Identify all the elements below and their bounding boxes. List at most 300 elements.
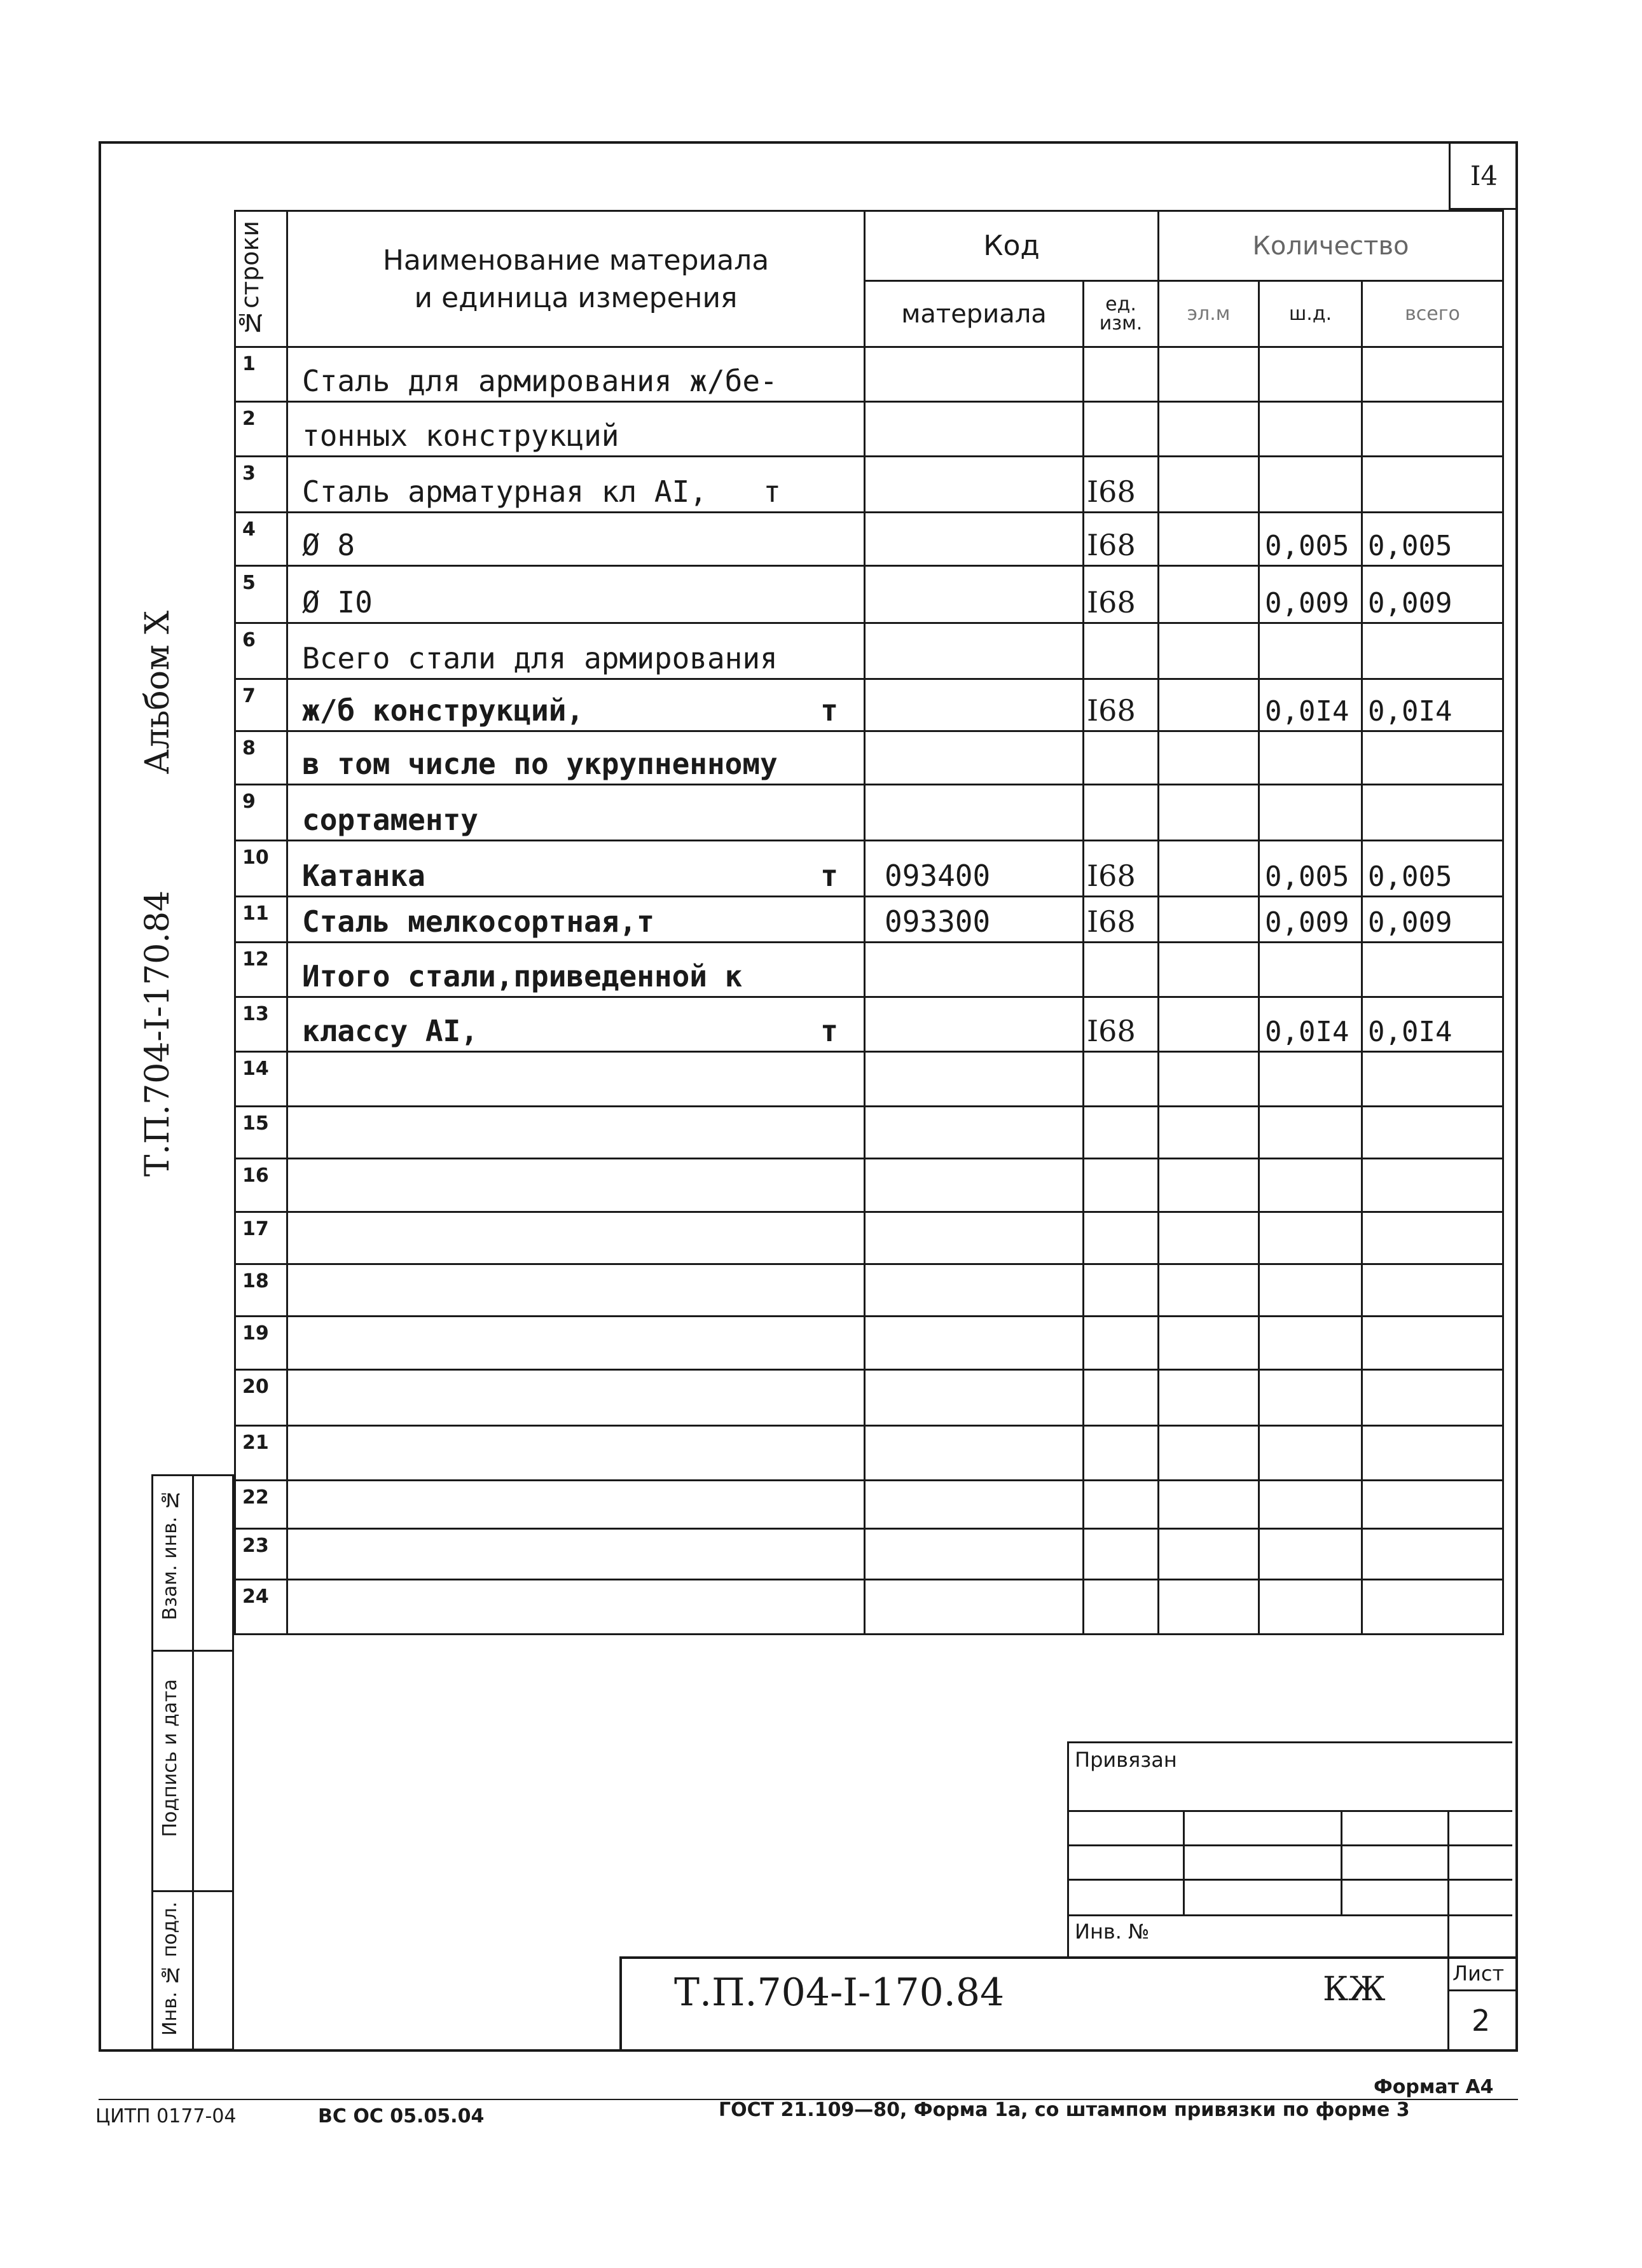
stamp-top-border [1067,1741,1512,1743]
row-unit-code [1084,457,1159,513]
row-number [235,457,287,513]
table-row [235,679,1503,731]
row-qty-3 [1362,679,1503,731]
row-qty-1 [1159,841,1259,897]
row-material-code [865,347,1084,402]
header-qty-col1-label: эл.м [1187,302,1231,325]
table-row [235,841,1503,897]
row-name-text: Сталь мелкосортная,т [302,904,654,939]
titleblock-left [619,1956,622,2052]
row-qty-1 [1159,997,1259,1052]
row-unit-letter: т [820,1014,838,1048]
row-qty-1 [1159,1370,1259,1426]
row-name [287,513,865,566]
table-row [235,997,1503,1052]
row-qty-2-text: 0,0I4 [1265,1016,1349,1048]
header-code-unit-label: ед. изм. [1099,293,1143,335]
row-material-code [865,1212,1084,1264]
table-row [235,1107,1503,1159]
row-qty-2 [1259,1580,1362,1635]
row-name [287,1426,865,1481]
titleblock-code: Т.П.704-I-170.84 [674,1970,1005,2015]
row-qty-1 [1159,1052,1259,1107]
table-row [235,1159,1503,1212]
row-qty-2 [1259,513,1362,566]
row-qty-1 [1159,347,1259,402]
header-qty-col3 [1362,281,1503,347]
row-name [287,1481,865,1529]
stamp-vline-1 [1183,1810,1185,1916]
corner-sheet-number: I4 [1470,160,1498,191]
row-qty-3-text: 0,005 [1368,530,1452,562]
footer-format: Формат А4 [1374,2076,1494,2098]
row-qty-2 [1259,347,1362,402]
row-number-text: 6 [242,629,256,651]
row-qty-3 [1362,1529,1503,1580]
row-qty-1 [1159,566,1259,623]
row-name [287,1580,865,1635]
table-row [235,1580,1503,1635]
row-unit-code [1084,623,1159,679]
row-qty-3 [1362,1052,1503,1107]
footer-left-code: ЦИТП 0177-04 [95,2105,237,2127]
row-qty-2-text: 0,009 [1265,906,1349,939]
row-unit-code [1084,1529,1159,1580]
row-material-code [865,1052,1084,1107]
header-code-group-label: Код [983,230,1040,262]
header-qty-col1 [1159,281,1259,347]
row-qty-3-text: 0,0I4 [1368,695,1452,728]
row-qty-3 [1362,1212,1503,1264]
row-name [287,1052,865,1107]
row-qty-1 [1159,1107,1259,1159]
row-number-text: 2 [242,408,256,430]
row-material-code [865,1264,1084,1317]
row-qty-2-text: 0,009 [1265,587,1349,619]
row-qty-3 [1362,347,1503,402]
row-number-text: 21 [242,1432,269,1454]
table-row [235,513,1503,566]
row-unit-code [1084,841,1159,897]
row-qty-2 [1259,1370,1362,1426]
row-name [287,841,865,897]
row-material-code [865,841,1084,897]
row-unit-code-text: I68 [1087,1014,1136,1048]
row-number [235,943,287,997]
row-name [287,1212,865,1264]
row-qty-1 [1159,1159,1259,1212]
row-qty-2 [1259,1159,1362,1212]
row-name [287,1264,865,1317]
row-material-code [865,1370,1084,1426]
row-number [235,897,287,943]
side-inner-line [192,1474,194,2050]
row-name [287,623,865,679]
titleblock-sheet-divider [1447,1956,1449,2052]
row-name-text: Всего стали для армирования [302,641,778,675]
row-qty-3-text: 0,0I4 [1368,1016,1452,1048]
row-unit-code-text: I68 [1087,585,1136,619]
row-qty-1 [1159,1212,1259,1264]
header-row-number-label: №строки [236,221,264,337]
row-qty-3 [1362,1481,1503,1529]
row-unit-code [1084,997,1159,1052]
row-number [235,1317,287,1370]
row-unit-code [1084,1107,1159,1159]
row-name [287,1159,865,1212]
row-unit-code-text: I68 [1087,528,1136,562]
row-name [287,1370,865,1426]
row-qty-2 [1259,679,1362,731]
row-number-text: 22 [242,1486,269,1509]
row-name [287,785,865,841]
row-material-code [865,457,1084,513]
row-unit-code [1084,943,1159,997]
row-qty-3 [1362,943,1503,997]
row-qty-3 [1362,841,1503,897]
row-material-code [865,1481,1084,1529]
table-row [235,943,1503,997]
stamp-inv-no: Инв. № [1075,1919,1150,1944]
row-qty-1 [1159,897,1259,943]
row-unit-code [1084,1481,1159,1529]
row-unit-letter: т [820,693,838,728]
row-material-code [865,1580,1084,1635]
row-qty-3 [1362,566,1503,623]
row-material-code-text: 093400 [885,859,991,893]
row-qty-2-text: 0,005 [1265,861,1349,893]
row-unit-letter: т [820,859,838,893]
row-material-code-text: 093300 [885,904,991,939]
row-material-code [865,943,1084,997]
row-qty-1 [1159,402,1259,457]
row-unit-code [1084,1580,1159,1635]
row-number [235,1426,287,1481]
row-unit-letter: т [763,474,781,509]
row-number [235,1212,287,1264]
row-unit-code-text: I68 [1087,474,1136,509]
row-number-text: 3 [242,462,256,485]
header-code-group [865,211,1159,281]
row-number [235,347,287,402]
titleblock-mark: КЖ [1323,1970,1386,2009]
row-name [287,943,865,997]
row-number-text: 11 [242,902,269,925]
row-number-text: 17 [242,1218,269,1240]
stamp-hline-3 [1067,1879,1512,1881]
header-qty-col3-label: всего [1405,302,1460,325]
row-name [287,1107,865,1159]
row-number [235,679,287,731]
row-qty-1 [1159,457,1259,513]
side-inv-podl-label: Инв. № подл. [159,1902,181,2036]
row-qty-2 [1259,731,1362,785]
titleblock-sheet-hline [1447,1989,1516,1991]
table-row [235,785,1503,841]
footer-left-code2: ВС ОС 05.05.04 [318,2105,485,2127]
row-unit-code [1084,1159,1159,1212]
row-name [287,897,865,943]
stamp-vline-3 [1447,1810,1449,1958]
header-qty-col2-label: ш.д. [1288,302,1332,325]
header-code-material [865,281,1084,347]
header-code-unit [1084,281,1159,347]
row-qty-3 [1362,513,1503,566]
table-row [235,1052,1503,1107]
row-number [235,731,287,785]
row-number-text: 5 [242,572,256,594]
row-number [235,402,287,457]
row-name-text: Катанка [302,859,425,893]
row-unit-code [1084,731,1159,785]
row-qty-1 [1159,731,1259,785]
materials-table [234,210,1504,1635]
row-name [287,1317,865,1370]
row-qty-3 [1362,1580,1503,1635]
row-qty-3 [1362,1370,1503,1426]
row-unit-code [1084,1052,1159,1107]
table-row [235,1426,1503,1481]
row-qty-2 [1259,1529,1362,1580]
table-row [235,1481,1503,1529]
corner-sheet-box [1449,141,1517,210]
row-qty-2 [1259,1107,1362,1159]
row-qty-2 [1259,1264,1362,1317]
titleblock-top [619,1956,1516,1959]
row-qty-3 [1362,731,1503,785]
row-qty-2 [1259,1317,1362,1370]
row-qty-1 [1159,1580,1259,1635]
row-number [235,1052,287,1107]
row-name [287,402,865,457]
row-number [235,1159,287,1212]
album-code: Т.П.704-I-170.84 [139,890,177,1177]
side-podpis-label: Подпись и дата [159,1679,181,1837]
row-unit-code-text: I68 [1087,693,1136,728]
row-qty-2 [1259,997,1362,1052]
row-unit-code [1084,679,1159,731]
row-material-code [865,897,1084,943]
row-name-text: тонных конструкций [302,418,619,453]
row-material-code [865,785,1084,841]
row-qty-1 [1159,943,1259,997]
row-qty-2 [1259,402,1362,457]
row-name [287,347,865,402]
header-qty-group-label: Количество [1252,231,1409,261]
row-qty-1 [1159,1264,1259,1317]
row-number [235,997,287,1052]
row-number-text: 12 [242,948,269,971]
row-number-text: 9 [242,791,256,813]
row-unit-code [1084,566,1159,623]
row-unit-code [1084,402,1159,457]
row-material-code [865,402,1084,457]
row-material-code [865,731,1084,785]
titleblock-sheet-label: Лист [1452,1961,1505,1986]
stamp-hline-1 [1067,1810,1512,1812]
row-material-code [865,997,1084,1052]
row-qty-2-text: 0,0I4 [1265,695,1349,728]
row-name [287,1529,865,1580]
row-name [287,566,865,623]
row-material-code [865,1159,1084,1212]
row-number [235,1107,287,1159]
row-number [235,513,287,566]
table-row [235,1317,1503,1370]
row-qty-1 [1159,785,1259,841]
header-code-material-label: материала [901,299,1047,329]
table-row [235,897,1503,943]
header-row-number [235,211,287,347]
table-row [235,731,1503,785]
row-qty-1 [1159,513,1259,566]
table-row [235,457,1503,513]
row-qty-3 [1362,997,1503,1052]
row-unit-code [1084,897,1159,943]
row-name-text: ж/б конструкций, [302,693,584,728]
row-number-text: 1 [242,353,256,375]
row-name [287,997,865,1052]
row-qty-2 [1259,1052,1362,1107]
row-qty-3 [1362,785,1503,841]
row-qty-1 [1159,1426,1259,1481]
header-name-line2: и единица измерения [414,281,738,314]
album-name: Альбом X [139,611,177,775]
row-number-text: 10 [242,847,269,869]
row-name-text: классу AI, [302,1014,478,1048]
row-qty-3-text: 0,005 [1368,861,1452,893]
header-qty-group [1159,211,1503,281]
row-unit-code-text: I68 [1087,859,1136,893]
row-material-code [865,623,1084,679]
row-qty-3 [1362,402,1503,457]
row-name-text: Ø 8 [302,528,355,562]
row-material-code [865,1107,1084,1159]
table-row [235,566,1503,623]
row-number [235,566,287,623]
row-qty-3 [1362,1317,1503,1370]
row-name [287,457,865,513]
row-unit-code [1084,1212,1159,1264]
row-number-text: 14 [242,1058,269,1080]
row-qty-1 [1159,1481,1259,1529]
row-number [235,1529,287,1580]
row-qty-2 [1259,1212,1362,1264]
row-name [287,731,865,785]
table-row [235,623,1503,679]
row-qty-3 [1362,897,1503,943]
row-unit-code [1084,513,1159,566]
row-qty-2 [1259,897,1362,943]
header-name [287,211,865,347]
row-number-text: 20 [242,1376,269,1398]
row-qty-1 [1159,623,1259,679]
row-qty-3-text: 0,009 [1368,587,1452,619]
row-number-text: 16 [242,1165,269,1187]
row-name-text: Сталь для армирования ж/бе- [302,364,778,398]
row-material-code [865,679,1084,731]
row-number-text: 13 [242,1003,269,1025]
row-number [235,1370,287,1426]
row-name-text: Итого стали,приведенной к [302,959,743,993]
stamp-hline-4 [1067,1914,1512,1916]
header-qty-col2 [1259,281,1362,347]
row-qty-2 [1259,943,1362,997]
row-number-text: 15 [242,1112,269,1135]
table-row [235,1529,1503,1580]
row-name-text: Сталь арматурная кл AI, [302,474,707,509]
row-name-text: Ø I0 [302,585,373,619]
table-row [235,1212,1503,1264]
row-unit-code-text: I68 [1087,904,1136,939]
row-number-text: 8 [242,737,256,759]
row-qty-3 [1362,623,1503,679]
row-name-text: в том числе по укрупненному [302,747,778,781]
row-qty-3 [1362,1159,1503,1212]
row-name-text: сортаменту [302,803,478,837]
row-number-text: 4 [242,518,256,541]
row-qty-3 [1362,1426,1503,1481]
row-material-code [865,1529,1084,1580]
row-name [287,679,865,731]
row-qty-3 [1362,1107,1503,1159]
row-qty-2 [1259,1481,1362,1529]
stamp-left-border [1067,1741,1069,1958]
row-unit-code [1084,785,1159,841]
table-row [235,1264,1503,1317]
row-qty-2 [1259,623,1362,679]
row-qty-3 [1362,457,1503,513]
row-number-text: 23 [242,1535,269,1557]
row-material-code [865,1426,1084,1481]
row-qty-3 [1362,1264,1503,1317]
row-qty-1 [1159,1317,1259,1370]
table-row [235,1370,1503,1426]
row-number-text: 24 [242,1586,269,1608]
row-number [235,1580,287,1635]
row-unit-code [1084,347,1159,402]
row-qty-1 [1159,1529,1259,1580]
header-name-line1: Наименование материала [382,244,769,277]
row-qty-2 [1259,566,1362,623]
row-material-code [865,513,1084,566]
footer-gost: ГОСТ 21.109—80, Форма 1а, со штампом привязки по форме 3 [719,2099,1410,2121]
row-qty-2 [1259,457,1362,513]
row-number-text: 7 [242,685,256,707]
row-material-code [865,1317,1084,1370]
row-number [235,841,287,897]
row-unit-code [1084,1426,1159,1481]
row-number [235,1481,287,1529]
stamp-privyazan: Привязан [1075,1748,1177,1772]
row-number [235,785,287,841]
row-qty-1 [1159,679,1259,731]
titleblock-sheet-number: 2 [1472,2003,1491,2038]
row-number [235,1264,287,1317]
row-qty-3-text: 0,009 [1368,906,1452,939]
stamp-vline-2 [1341,1810,1342,1916]
row-qty-2-text: 0,005 [1265,530,1349,562]
row-qty-2 [1259,841,1362,897]
row-material-code [865,566,1084,623]
stamp-hline-2 [1067,1844,1512,1846]
row-unit-code [1084,1317,1159,1370]
side-vzam-label: Взам. инв. № [159,1488,181,1621]
row-qty-2 [1259,1426,1362,1481]
row-number-text: 19 [242,1322,269,1345]
row-number-text: 18 [242,1270,269,1292]
table-row [235,347,1503,402]
